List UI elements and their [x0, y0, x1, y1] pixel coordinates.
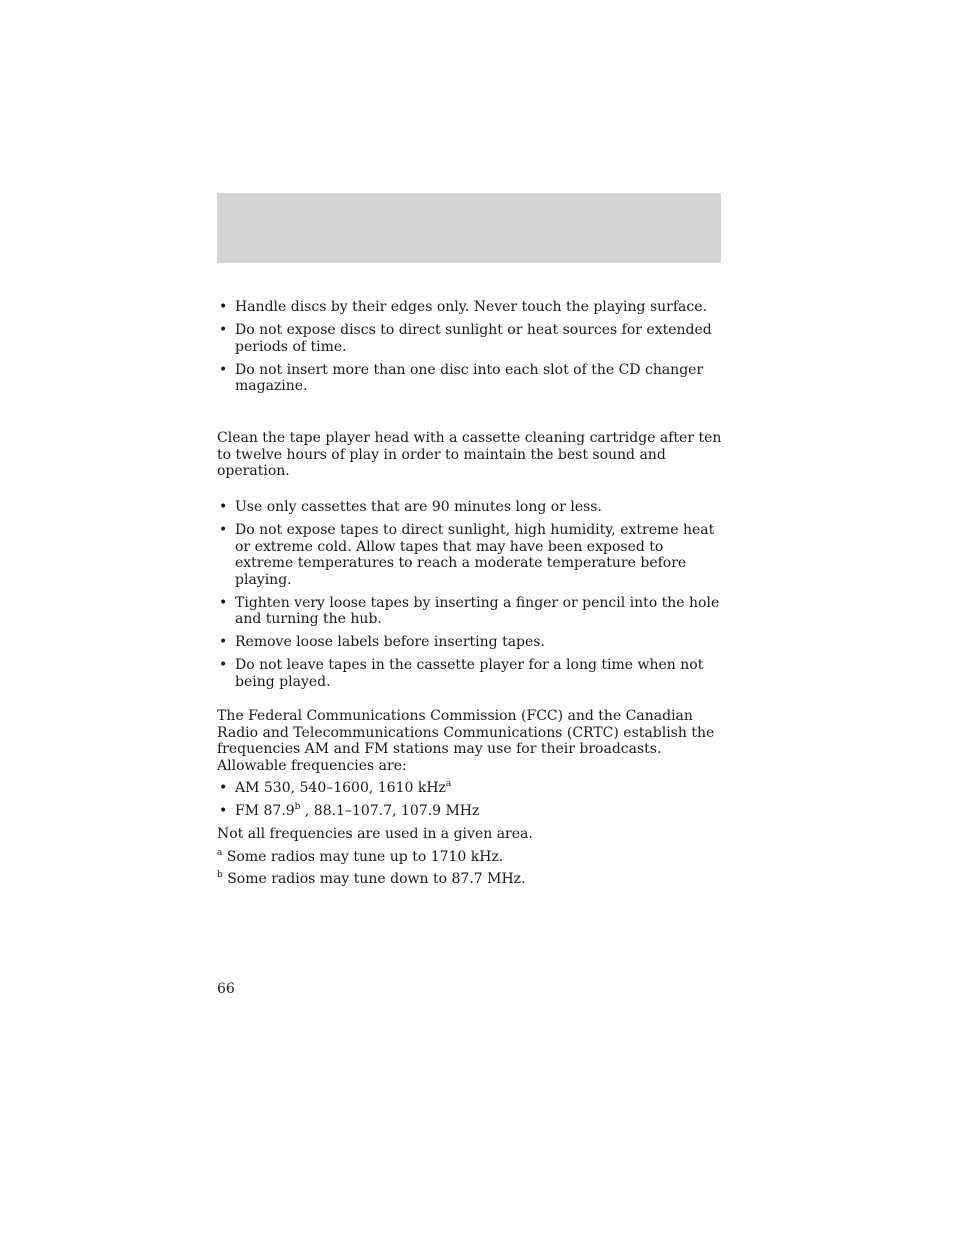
list-item: • Do not expose discs to direct sunlight or heat sources for extended periods of time. — [219, 322, 712, 355]
bullet-icon: • — [219, 322, 228, 338]
frequencies-note: Not all frequencies are used in a given area. — [217, 826, 533, 842]
frequencies-list — [217, 780, 723, 820]
bullet-icon: • — [219, 594, 228, 611]
list-item: • Do not insert more than one disc into each slot of the CD changer magazine. — [219, 361, 704, 394]
tape-care-list — [217, 499, 723, 690]
bullet-icon: • — [219, 780, 228, 796]
list-item: • Tighten very loose tapes by inserting a finger or pencil into the hole and turning the hub. — [219, 594, 720, 627]
tape-care-section — [217, 499, 723, 697]
tape-head-section — [217, 430, 723, 480]
disc-care-list — [217, 299, 723, 395]
list-item: • Do not leave tapes in the cassette player for a long time when not being played. — [219, 657, 704, 690]
frequencies-intro: The Federal Communications Commission (FCC) and the Canadian Radio and Telecommunications Communications (CRTC) establish the frequencies AM and FM stations may use for their broadcasts. Allowable frequencies are: — [217, 708, 715, 774]
list-item-fm: • FM 87.9$^b$ , 88.1–107.7, 107.9 MHz — [219, 802, 480, 819]
bullet-icon: • — [219, 522, 228, 538]
list-item: • Use only cassettes that are 90 minutes long or less. — [219, 499, 602, 515]
disc-care-section — [217, 299, 723, 401]
footnote-b: $^b$ Some radios may tune down to 87.7 MHz. — [217, 870, 526, 887]
bullet-icon: • — [219, 634, 228, 650]
section-header-bar — [217, 193, 721, 263]
list-item: • Remove loose labels before inserting tapes. — [219, 634, 545, 650]
list-item-am: • AM 530, 540–1600, 1610 kHz$^a$ — [219, 779, 452, 796]
bullet-icon: • — [219, 803, 228, 819]
list-item: • Do not expose tapes to direct sunlight, high humidity, extreme heat or extreme cold. Allow tapes that may have been exposed to extreme temperatures to reach a moderate temperature before playing. — [219, 522, 715, 588]
bullet-icon: • — [219, 499, 228, 515]
bullet-icon: • — [219, 299, 228, 315]
footnote-a: $^a$ Some radios may tune up to 1710 kHz. — [217, 847, 504, 865]
tape-head-paragraph: Clean the tape player head with a cassette cleaning cartridge after ten to twelve hours of play in order to maintain the best sound and operation. — [217, 430, 722, 479]
bullet-icon: • — [219, 361, 228, 378]
list-item: • Handle discs by their edges only. Never touch the playing surface. — [219, 299, 707, 315]
page-number: 66 — [217, 981, 235, 997]
bullet-icon: • — [219, 657, 228, 673]
frequencies-section — [217, 708, 723, 888]
